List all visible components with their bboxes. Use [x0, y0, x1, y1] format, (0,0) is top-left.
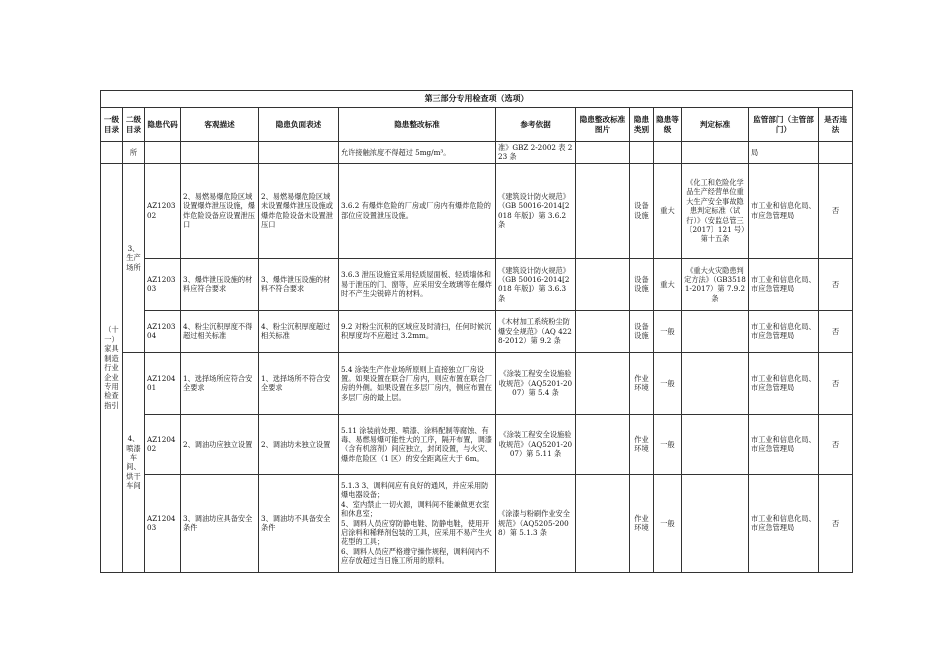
header-image: 隐患整改标准图片	[576, 108, 630, 142]
level-cell: 重大	[654, 258, 682, 310]
negative-cell: 3、调油坊不具备安全条件	[259, 474, 339, 572]
desc-cell: 3、调油坊应具备安全条件	[181, 474, 259, 572]
category-cell: 作业环境	[630, 352, 654, 414]
desc-cell: 2、易燃易爆危险区域设置爆炸泄压设施，爆炸危险设备应设置泄压口	[181, 163, 259, 258]
header-level: 隐患等级	[654, 108, 682, 142]
standard-cell: 3.6.2 有爆炸危险的厂房或厂房内有爆炸危险的部位应设置泄压设施。	[339, 163, 496, 258]
header-code: 隐患代码	[145, 108, 181, 142]
standard-cell: 9.2 对粉尘沉积的区域应及时清扫，任何时候沉积厚度均不应超过 3.2mm。	[339, 310, 496, 352]
dept-cell: 市工业和信息化局、市应急管理局	[749, 258, 819, 310]
header-desc: 客观描述	[181, 108, 259, 142]
code-cell: AZ120303	[145, 258, 181, 310]
reference-cell: 准》GBZ 2-2002 表 2 23 条	[496, 142, 576, 164]
dept-cell: 市工业和信息化局、市应急管理局	[749, 352, 819, 414]
level2-cell: 所	[123, 142, 145, 164]
table-row	[101, 352, 853, 414]
dept-cell: 市工业和信息化局、市应急管理局	[749, 163, 819, 258]
reference-cell: 《涂装工程安全设施验收规范》（AQ5201-2007）第 5.4 条	[496, 352, 576, 414]
level-cell: 一般	[654, 414, 682, 474]
reference-cell: 《建筑设计防火规范》（GB 50016-2014[2018 年版]）第 3.6.2 条	[496, 163, 576, 258]
level-cell: 一般	[654, 474, 682, 572]
negative-cell: 1、选择场所不符合安全要求	[259, 352, 339, 414]
judge-cell	[682, 352, 749, 414]
illegal-cell: 否	[819, 258, 853, 310]
header-illegal: 是否违法	[819, 108, 853, 142]
inspection-table	[100, 90, 853, 573]
image-cell	[576, 163, 630, 258]
table-row	[101, 142, 853, 164]
judge-cell	[682, 310, 749, 352]
illegal-cell: 否	[819, 352, 853, 414]
category-cell: 设备设施	[630, 310, 654, 352]
category-cell: 作业环境	[630, 474, 654, 572]
negative-cell: 4、粉尘沉积厚度超过相关标准	[259, 310, 339, 352]
level-cell: 一般	[654, 352, 682, 414]
desc-cell: 2、调油功应独立设置	[181, 414, 259, 474]
dept-cell: 市工业和信息化局、市应急管理局	[749, 310, 819, 352]
standard-cell: 5.11 涂装前处理、喷漆、涂料配制等腐蚀、有毒、易燃易爆可能性大的工序，隔开布置，调漆（含有机溶剂）间应独立，封闭设置，与火灾、爆炸危险区（1 区）的安全距离应大于 6m。	[339, 414, 496, 474]
standard-cell: 允许接触浓度不得超过 5mg/m³。	[339, 142, 496, 164]
judge-cell: 《重大火灾隐患判定方法》（GB35181-2017）第 7.9.2 条	[682, 258, 749, 310]
level1-cell: （十一）家具制造行业企业专用检查指引	[101, 163, 123, 572]
desc-cell: 3、爆炸泄压设施的材料应符合要求	[181, 258, 259, 310]
code-cell: AZ120402	[145, 414, 181, 474]
reference-cell: 《涂漆与粉刷作业安全规范》（AQ5205-2008）第 5.1.3 条	[496, 474, 576, 572]
image-cell	[576, 352, 630, 414]
header-level1: 一级目录	[101, 108, 123, 142]
image-cell	[576, 414, 630, 474]
image-cell	[576, 474, 630, 572]
code-cell: AZ120304	[145, 310, 181, 352]
category-cell: 作业环境	[630, 414, 654, 474]
dept-cell: 市工业和信息化局、市应急管理局	[749, 414, 819, 474]
category-cell: 设备设施	[630, 258, 654, 310]
image-cell	[576, 258, 630, 310]
judge-cell	[682, 414, 749, 474]
judge-cell	[682, 474, 749, 572]
header-standard: 隐患整改标准	[339, 108, 496, 142]
header-dept: 监管部门（主管部门）	[749, 108, 819, 142]
level2-cell: 4、喷漆车间、烘干车间	[123, 352, 145, 572]
judge-cell: 《化工和危险化学品生产经营单位重大生产安全事故隐患判定标准（试行）》（安监总管三〔2017〕121 号）第十五条	[682, 163, 749, 258]
header-category: 隐患类别	[630, 108, 654, 142]
illegal-cell: 否	[819, 414, 853, 474]
desc-cell: 4、粉尘沉积厚度不得超过相关标准	[181, 310, 259, 352]
negative-cell: 2、调油坊未独立设置	[259, 414, 339, 474]
negative-cell: 2、易燃易爆危险区域未设置爆炸泄压设施或爆炸危险设备未设置泄压口	[259, 163, 339, 258]
level-cell: 一般	[654, 310, 682, 352]
dept-cell: 局	[749, 142, 819, 164]
table-title: 第三部分专用检查项（选项）	[101, 91, 853, 108]
table-row	[101, 163, 853, 258]
header-level2: 二级目录	[123, 108, 145, 142]
table-row	[101, 474, 853, 572]
level-cell: 重大	[654, 163, 682, 258]
standard-cell: 5.4 涂装生产作业场所原则上直接独立厂房设置。如果设置在联合厂房内，则应布置在联合厂房的外侧。如果设置在多层厂房内，侧应布置在多层厂房的最上层。	[339, 352, 496, 414]
inspection-table-sheet	[100, 90, 852, 573]
header-row	[101, 108, 853, 142]
table-row	[101, 414, 853, 474]
code-cell: AZ120401	[145, 352, 181, 414]
reference-cell: 《建筑设计防火规范》（GB 50016-2014[2018 年版]）第 3.6.3 条	[496, 258, 576, 310]
level2-cell: 3、生产场所	[123, 163, 145, 352]
reference-cell: 《木材加工系统粉尘防爆安全规范》（AQ 4228-2012）第 9.2 条	[496, 310, 576, 352]
table-row	[101, 258, 853, 310]
header-reference: 参考依据	[496, 108, 576, 142]
negative-cell: 3、爆炸泄压设施的材料不符合要求	[259, 258, 339, 310]
standard-cell: 5.1.3 3、调料间应有良好的通风，并应采用防爆电器设备； 4、室内禁止一切火源，调料间不能兼做更衣室和休息室； 5、调料人员应穿防静电鞋、防静电鞋，使用开启涂料和稀释剂包装的工具，应采用不易产生火花型的工具； 6、调料人员应严格遵守操作规程，调料间内不应存放超过当日施工所用的原料。	[339, 474, 496, 572]
dept-cell: 市工业和信息化局、市应急管理局	[749, 474, 819, 572]
code-cell: AZ120403	[145, 474, 181, 572]
table-row	[101, 310, 853, 352]
reference-cell: 《涂装工程安全设施验收规范》（AQ5201-2007）第 5.11 条	[496, 414, 576, 474]
illegal-cell: 否	[819, 474, 853, 572]
code-cell: AZ120302	[145, 163, 181, 258]
standard-cell: 3.6.3 泄压设施宜采用轻质屋面板、轻质墙体和易于泄压的门、窗等，应采用安全玻璃等在爆炸时不产生尖锐碎片的材料。	[339, 258, 496, 310]
header-negative: 隐患负面表述	[259, 108, 339, 142]
category-cell: 设备设施	[630, 163, 654, 258]
illegal-cell: 否	[819, 310, 853, 352]
header-judge: 判定标准	[682, 108, 749, 142]
image-cell	[576, 310, 630, 352]
desc-cell: 1、选择场所应符合安全要求	[181, 352, 259, 414]
illegal-cell: 否	[819, 163, 853, 258]
